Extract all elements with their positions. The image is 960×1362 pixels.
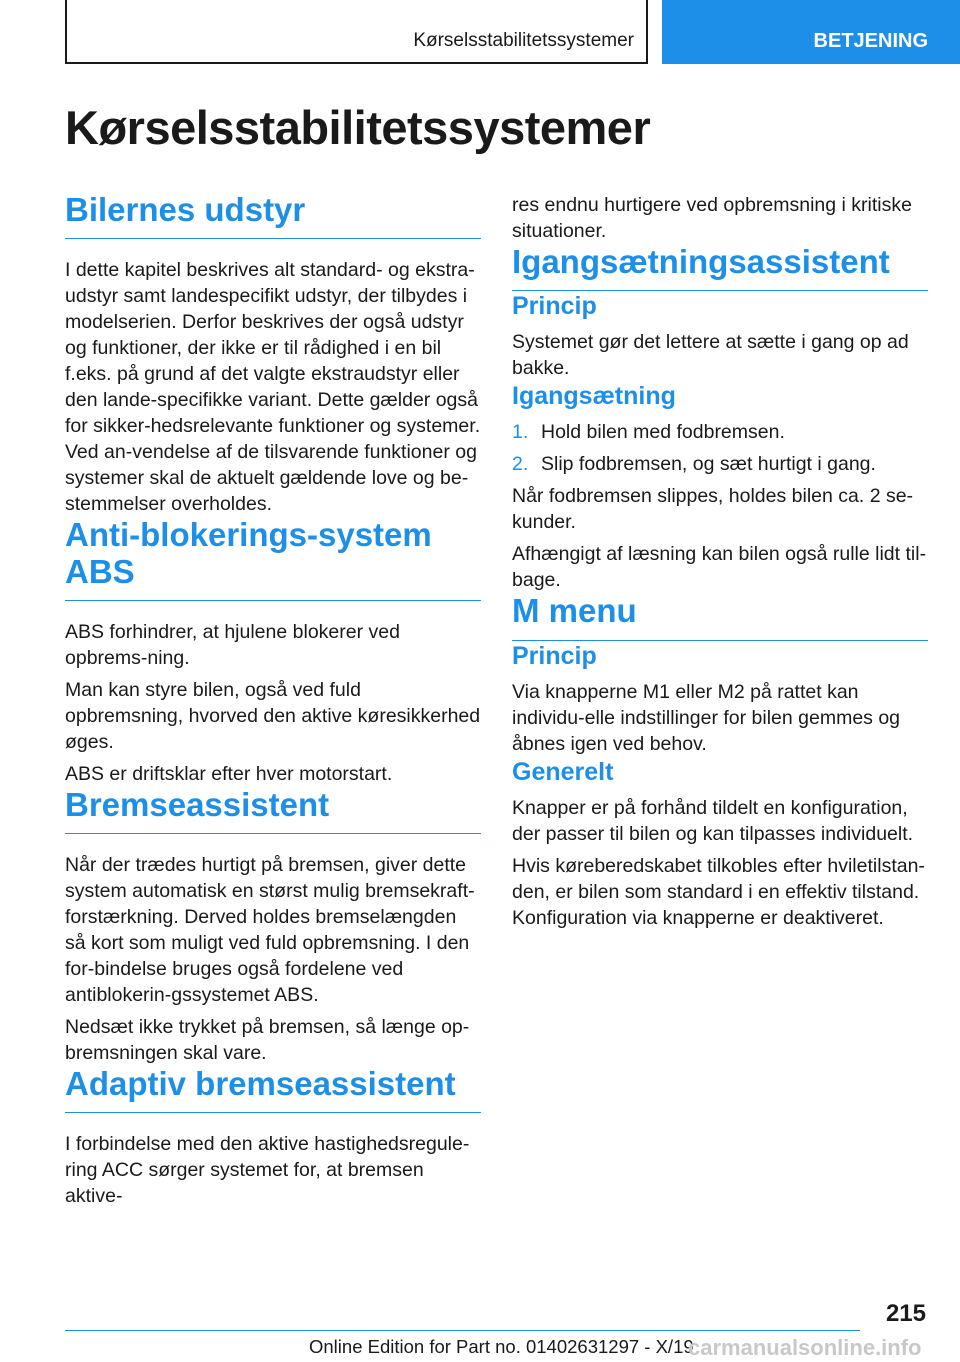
step-text: Slip fodbremsen, og sæt hurtigt i gang.	[541, 453, 876, 476]
section-heading-igangsaetning: Igangsætningsassistent	[512, 244, 928, 291]
paragraph: I forbindelse med den aktive hastighedsregule-ring ACC sørger systemet for, at bremsen aktive-	[65, 1133, 470, 1208]
paragraph: ABS er driftsklar efter hver motorstart.	[65, 762, 393, 785]
paragraph: Når der trædes hurtigt på bremsen, giver dette system automatisk en størst mulig bremsekraft-forstærkning. Derved holdes bremselængden så kort som muligt ved fuld opbremsning. I den for-bindelse bruges også fordelene ved antiblokerin-gssystemet ABS.	[65, 854, 475, 1007]
subheading-princip: Princip	[512, 641, 597, 670]
paragraph: I dette kapitel beskrives alt standard- og ekstra-udstyr samt landespecifikt udstyr, der tilbydes i modelserien. Derfor beskrives der også udstyr og funktioner, der ikke er til rådighed i en bil f.eks. på grund af det valgte ekstraudstyr eller den lande-specifikke variant. Dette gælder også for sikker-hedsrelevante funktioner og systemer. Ved an-vendelse af de tilsvarende funktioner og systemer skal de aktuelt gældende love og be-stemmelser overholdes.	[65, 259, 481, 516]
paragraph-continued: res endnu hurtigere ved opbremsning i kritiske situationer.	[512, 194, 912, 242]
step-number: 1.	[512, 421, 529, 444]
section-heading-udstyr: Bilernes udstyr	[65, 192, 481, 239]
step-text: Hold bilen med fodbremsen.	[541, 421, 785, 444]
paragraph: Afhængigt af læsning kan bilen også rulle lidt til-bage.	[512, 543, 927, 592]
subheading-igangsaetning: Igangsætning	[512, 382, 676, 411]
section-heading-adaptiv: Adaptiv bremseassistent	[65, 1066, 481, 1113]
footer-divider	[65, 1330, 860, 1331]
paragraph: Når fodbremsen slippes, holdes bilen ca. 2 se-kunder.	[512, 485, 914, 534]
section-heading-abs: Anti-blokerings-system ABS	[65, 517, 481, 601]
header-chapter-tab	[662, 0, 960, 64]
subheading-princip: Princip	[512, 292, 597, 321]
paragraph: Systemet gør det lettere at sætte i gang op ad bakke.	[512, 331, 909, 380]
section-heading-m-menu: M menu	[512, 593, 928, 640]
footer-edition: Online Edition for Part no. 01402631297 - X/19	[309, 1336, 694, 1357]
header-section-title: Kørselsstabilitetssystemer	[413, 30, 634, 51]
section-heading-bremseassistent: Bremseassistent	[65, 787, 481, 834]
right-column	[512, 192, 928, 931]
left-column	[65, 192, 481, 1209]
list-item	[512, 451, 928, 477]
paragraph: Nedsæt ikke trykket på bremsen, så længe op-bremsningen skal vare.	[65, 1016, 470, 1065]
page-number: 215	[885, 1300, 926, 1327]
subheading-generelt: Generelt	[512, 757, 614, 786]
paragraph: Hvis køreberedskabet tilkobles efter hviletilstan-den, er bilen som standard i en effektiv tilstand. Konfiguration via knapperne er deaktiveret.	[512, 854, 925, 929]
paragraph: Knapper er på forhånd tildelt en konfiguration, der passer til bilen og kan tilpasses individuelt.	[512, 796, 914, 845]
page-title: Kørselsstabilitetssystemer	[65, 101, 651, 154]
header-box	[65, 0, 648, 64]
header-chapter-label: BETJENING	[813, 30, 928, 52]
step-number: 2.	[512, 453, 529, 476]
paragraph: ABS forhindrer, at hjulene blokerer ved opbrems-ning.	[65, 620, 400, 669]
paragraph: Man kan styre bilen, også ved fuld opbremsning, hvorved den aktive køresikkerhed øges.	[65, 678, 481, 753]
list-item	[512, 419, 928, 445]
paragraph: Via knapperne M1 eller M2 på rattet kan individu-elle indstillinger for bilen gemmes og åbnes igen ved behov.	[512, 680, 901, 755]
step-list	[512, 419, 928, 477]
watermark-brand: carmanualsonline.info	[688, 1335, 922, 1360]
